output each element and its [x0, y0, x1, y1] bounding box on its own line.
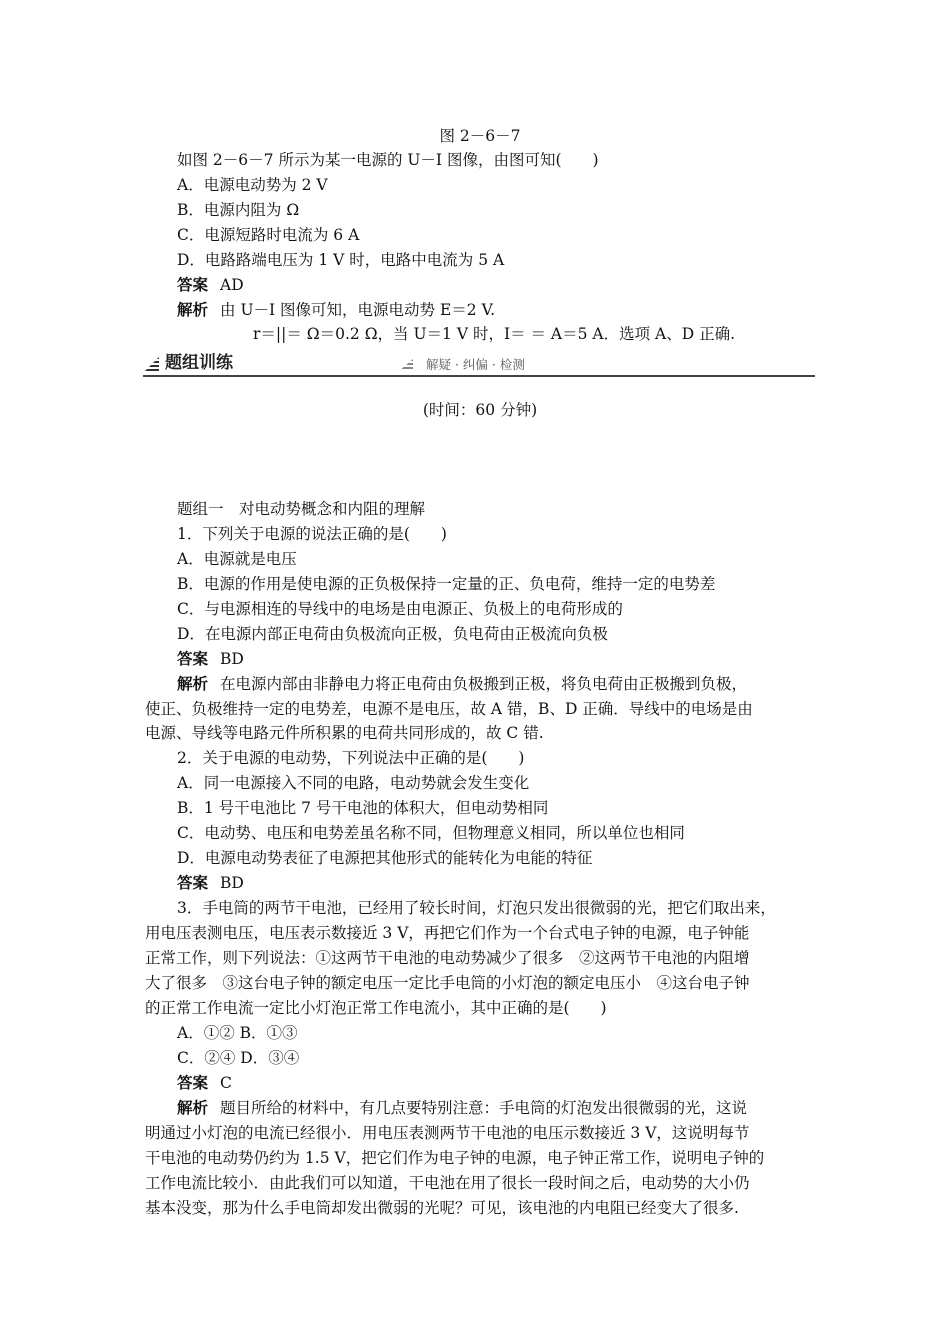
section-banner — [143, 351, 815, 377]
q3-analysis-line-4: 工作电流比较小．由此我们可以知道，干电池在用了很长一段时间之后，电动势的大小仍 — [145, 1174, 750, 1192]
answer-label: 答案 — [177, 1073, 209, 1092]
analysis-text: 在电源内部由非静电力将正电荷由负极搬到正极，将负电荷由正极搬到负极， — [220, 675, 748, 693]
option-a: A．电源电动势为 2 V — [177, 176, 328, 194]
q2-option-c: C．电动势、电压和电势差虽名称不同，但物理意义相同，所以单位也相同 — [177, 824, 685, 842]
q3-options-row-1: A．①② B．①③ — [177, 1024, 298, 1042]
q3-options-row-2: C．②④ D．③④ — [177, 1049, 300, 1067]
analysis-text: 由 U－I 图像可知，电源电动势 E＝2 V. — [220, 301, 495, 319]
stripe-decoration-icon — [399, 359, 413, 371]
q1-analysis-line-2: 使正、负极维持一定的电势差，电源不是电压，故 A 错，B、D 正确．导线中的电场是由 — [145, 700, 753, 718]
analysis-label: 解析 — [177, 1098, 209, 1117]
answer-label: 答案 — [177, 275, 209, 294]
answer-value: C — [220, 1074, 232, 1092]
banner-title: 题组训练 — [165, 353, 233, 373]
q3-analysis-line-2: 明通过小灯泡的电流已经很小．用电压表测两节干电池的电压示数接近 3 V，这说明每节 — [145, 1124, 750, 1142]
q3-analysis-line-3: 干电池的电动势仍约为 1.5 V，把它们作为电子钟的电源，电子钟正常工作，说明电子钟的 — [145, 1149, 765, 1167]
q3-stem-line-2: 用电压表测电压，电压表示数接近 3 V，再把它们作为一个台式电子钟的电源，电子钟能 — [145, 924, 750, 942]
q1-option-c: C．与电源相连的导线中的电场是由电源正、负极上的电荷形成的 — [177, 600, 623, 618]
figure-caption: 图 2－6－7 — [439, 127, 521, 145]
q1-analysis-line-3: 电源、导线等电路元件所积累的电荷共同形成的，故 C 错. — [145, 724, 544, 742]
banner-subtitle: 解疑 · 纠偏 · 检测 — [426, 357, 525, 372]
q2-answer-line — [177, 871, 815, 895]
q1-option-b: B．电源的作用是使电源的正负极保持一定量的正、负电荷，维持一定的电势差 — [177, 575, 716, 593]
q2-stem: 2．关于电源的电动势，下列说法中正确的是( ) — [177, 749, 525, 767]
option-c: C．电源短路时电流为 6 A — [177, 226, 360, 244]
banner-rule — [143, 375, 815, 377]
q1-stem: 1．下列关于电源的说法正确的是( ) — [177, 525, 447, 543]
q3-stem-line-3: 正常工作，则下列说法：①这两节干电池的电动势减少了很多 ②这两节干电池的内阻增 — [145, 949, 750, 967]
q1-answer-line — [177, 647, 815, 671]
option-d: D．电路路端电压为 1 V 时，电路中电流为 5 A — [177, 251, 505, 269]
time-note: (时间：60 分钟) — [422, 401, 538, 419]
analysis-text: 题目所给的材料中，有几点要特别注意：手电筒的灯泡发出很微弱的光，这说 — [220, 1099, 748, 1117]
option-b: B．电源内阻为 Ω — [177, 201, 300, 219]
answer-label: 答案 — [177, 649, 209, 668]
q3-answer-line — [177, 1071, 815, 1095]
q2-option-b: B．1 号干电池比 7 号干电池的体积大，但电动势相同 — [177, 799, 549, 817]
q3-stem-line-4: 大了很多 ③这台电子钟的额定电压一定比手电筒的小灯泡的额定电压小 ④这台电子钟 — [145, 974, 750, 992]
analysis-label: 解析 — [177, 674, 209, 693]
q2-option-d: D．电源电动势表征了电源把其他形式的能转化为电能的特征 — [177, 849, 593, 867]
q3-analysis-line-1 — [177, 1096, 815, 1120]
analysis-line — [177, 298, 815, 322]
q1-option-a: A．电源就是电压 — [177, 550, 297, 568]
answer-value: BD — [220, 650, 244, 668]
q2-option-a: A．同一电源接入不同的电路，电动势就会发生变化 — [177, 774, 530, 792]
analysis-label: 解析 — [177, 300, 209, 319]
answer-value: AD — [220, 276, 244, 294]
answer-value: BD — [220, 874, 244, 892]
question-stem: 如图 2－6－7 所示为某一电源的 U－I 图像，由图可知( ) — [177, 151, 599, 169]
q3-analysis-line-5: 基本没变，那为什么手电筒却发出微弱的光呢？可见，该电池的内电阻已经变大了很多. — [145, 1199, 739, 1217]
answer-line — [177, 273, 815, 297]
analysis-formula: r＝||＝ Ω＝0.2 Ω，当 U＝1 V 时，I＝ ＝ A＝5 A．选项 A、D 正确. — [253, 325, 736, 343]
stripe-decoration-icon — [145, 357, 159, 371]
q1-option-d: D．在电源内部正电荷由负极流向正极，负电荷由正极流向负极 — [177, 625, 608, 643]
q3-stem-line-5: 的正常工作电流一定比小灯泡正常工作电流小，其中正确的是( ) — [145, 999, 607, 1017]
answer-label: 答案 — [177, 873, 209, 892]
q1-analysis-line-1 — [177, 672, 815, 696]
group-heading: 题组一 对电动势概念和内阻的理解 — [177, 500, 426, 518]
q3-stem-line-1: 3．手电筒的两节干电池，已经用了较长时间，灯泡只发出很微弱的光，把它们取出来， — [177, 899, 776, 917]
